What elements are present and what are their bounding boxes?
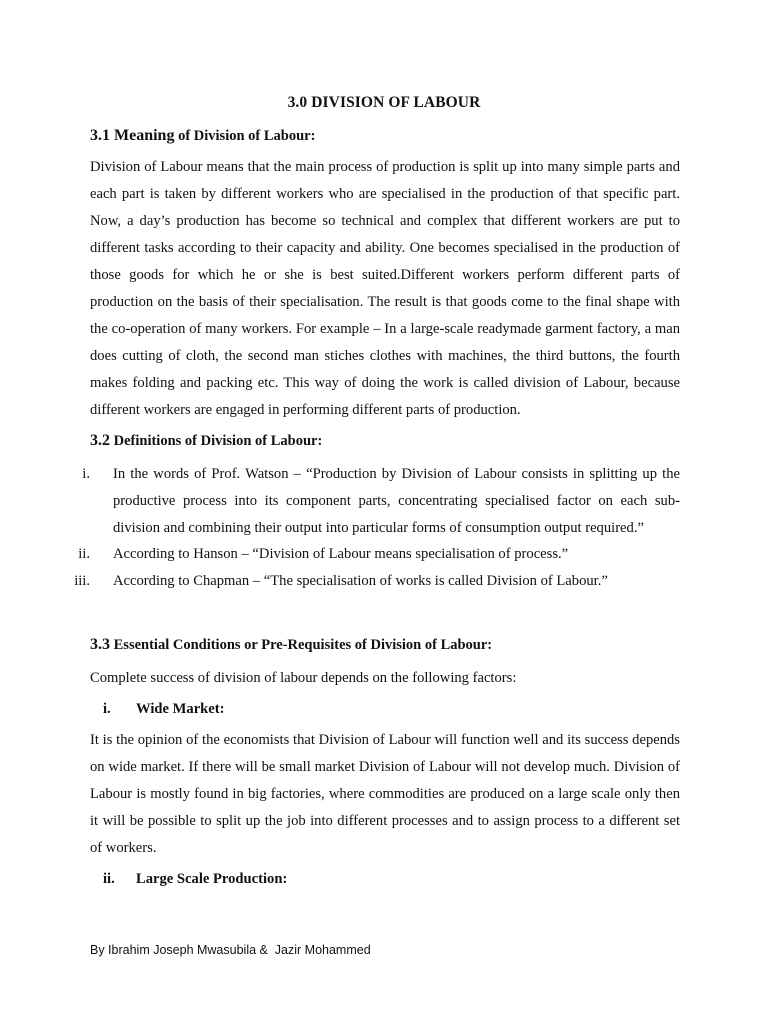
section-number: 3.3 xyxy=(90,636,110,653)
conditions-intro: Complete success of division of labour depends on the following factors: xyxy=(90,670,517,686)
list-number: i. xyxy=(103,701,111,717)
section-heading-text: of Division of Labour: xyxy=(174,128,316,144)
section-heading-3-3 xyxy=(90,636,492,654)
section-heading-text: Essential Conditions or Pre-Requisites of Division of Labour: xyxy=(110,637,493,653)
wide-market-paragraph: It is the opinion of the economists that Division of Labour will function well and its success depends on wide market. If there will be small market Division of Labour will not develop much. Division of Labour is mostly found in big factories, where commodities are produced on a large scale only then it will be possible to split up the job into different processes and to assign process to a different set of workers. xyxy=(90,732,680,856)
list-number: ii. xyxy=(78,546,90,562)
subheading-label: Wide Market: xyxy=(136,701,225,717)
section-heading-3-1 xyxy=(90,127,315,145)
meaning-paragraph: Division of Labour means that the main process of production is split up into many simple parts and each part is taken by different workers who are specialised in the production of that specific part. Now, a day’s production has become so technical and complex that different workers are put to different tasks according to their capacity and ability. One becomes specialised in the production of those goods for which he or she is best suited.Different workers perform different parts of production on the basis of their specialisation. The result is that goods come to the final shape with the co-operation of many workers. For example – In a large-scale readymade garment factory, a man does cutting of cloth, the second man stiches clothes with machines, the third buttons, the fourth makes folding and packing etc. This way of doing the work is called division of Labour, because different workers are engaged in performing different parts of production. xyxy=(90,159,680,418)
section-heading-text: Definitions of Division of Labour: xyxy=(110,433,323,449)
section-number: 3.2 xyxy=(90,432,110,449)
list-number: iii. xyxy=(74,573,90,589)
list-number: ii. xyxy=(103,871,115,887)
section-heading-3-2 xyxy=(90,432,322,450)
list-number: i. xyxy=(82,466,90,482)
page-title: 3.0 DIVISION OF LABOUR xyxy=(287,94,481,111)
definition-text: According to Hanson – “Division of Labour means specialisation of process.” xyxy=(113,546,569,562)
definition-text: In the words of Prof. Watson – “Production by Division of Labour consists in splitting up the productive process into its component parts, concentrating specialised factor on each sub-division and combining their output into particular forms of consumption output required.” xyxy=(113,466,680,536)
definition-text: According to Chapman – “The specialisation of works is called Division of Labour.” xyxy=(113,573,608,589)
page-footer: By Ibrahim Joseph Mwasubila & Jazir Mohammed xyxy=(90,943,371,957)
section-number: 3.1 Meaning xyxy=(90,127,175,144)
subheading-label: Large Scale Production: xyxy=(136,871,288,887)
